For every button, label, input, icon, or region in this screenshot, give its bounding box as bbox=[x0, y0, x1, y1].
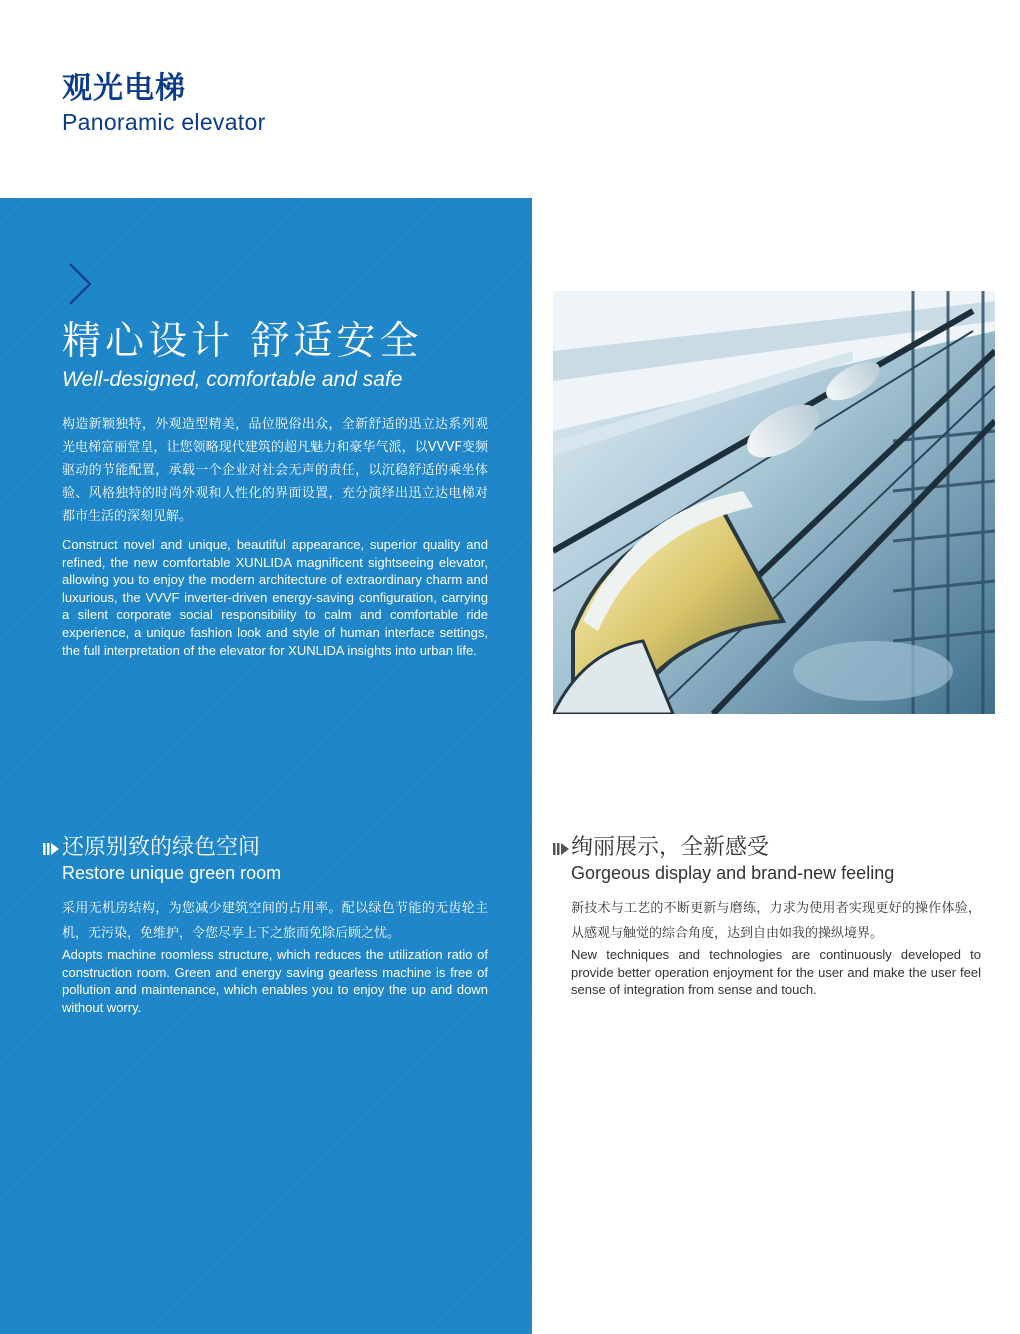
bar-arrow-icon bbox=[43, 843, 59, 855]
hero-body-cn: 构造新颖独特，外观造型精美，品位脱俗出众，全新舒适的迅立达系列观光电梯富丽堂皇，让您领略现代建筑的超凡魅力和豪华气派，以VVVF变频驱动的节能配置，承载一个企业对社会无声的责任，以沉稳舒适的乘坐体验、风格独特的时尚外观和人性化的界面设置，充分演绎出迅立达电梯对都市生活的深刻见解。 bbox=[62, 417, 488, 524]
section-green-heading-en: Restore unique green room bbox=[62, 863, 282, 883]
section-green-body-en: Adopts machine roomless structure, which reduces the utilization ratio of construction room. Green and energy saving gearless machine is free of pollution and maintenance, which enables you to enjoy the up and down without worry. bbox=[62, 947, 488, 1015]
page-title-en: Panoramic elevator bbox=[62, 109, 266, 135]
section-display-body-cn: 新技术与工艺的不断更新与磨练，力求为使用者实现更好的操作体验，从感观与触觉的综合角度，达到自由如我的操纵境界。 bbox=[571, 901, 981, 941]
elevator-photo bbox=[553, 291, 995, 714]
section-display-heading-en: Gorgeous display and brand-new feeling bbox=[571, 863, 895, 883]
page-title-cn: 观光电梯 bbox=[62, 71, 186, 106]
hero-body-en: Construct novel and unique, beautiful appearance, superior quality and refined, the new comfortable XUNLIDA magnificent sightseeing elevator, allowing you to enjoy the modern architecture of extraordinary charm and luxurious, the VVVF inverter-driven energy-saving configuration, carrying a silent corporate social responsibility to calm and comfortable ride experience, a unique fashion look and style of human interface settings, the full interpretation of the elevator for XUNLIDA insights into urban life. bbox=[62, 537, 488, 658]
section-green-heading-cn: 还原别致的绿色空间 bbox=[62, 835, 261, 860]
hero-heading-en: Well-designed, comfortable and safe bbox=[62, 368, 403, 391]
chevron-right-icon bbox=[64, 262, 94, 306]
section-green-body-cn: 采用无机房结构，为您减少建筑空间的占用率。配以绿色节能的无齿轮主机，无污染，免维护，令您尽享上下之旅而免除后顾之忧。 bbox=[62, 901, 488, 941]
hero-heading-cn: 精心设计 舒适安全 bbox=[62, 319, 423, 364]
section-display-body-en: New techniques and technologies are continuously developed to provide better operation enjoyment for the user and make the user feel sense of integration from sense and touch. bbox=[571, 947, 981, 998]
elevator-illustration bbox=[553, 291, 995, 714]
bar-arrow-icon bbox=[553, 843, 569, 855]
section-display-heading-cn: 绚丽展示，全新感受 bbox=[571, 835, 770, 860]
